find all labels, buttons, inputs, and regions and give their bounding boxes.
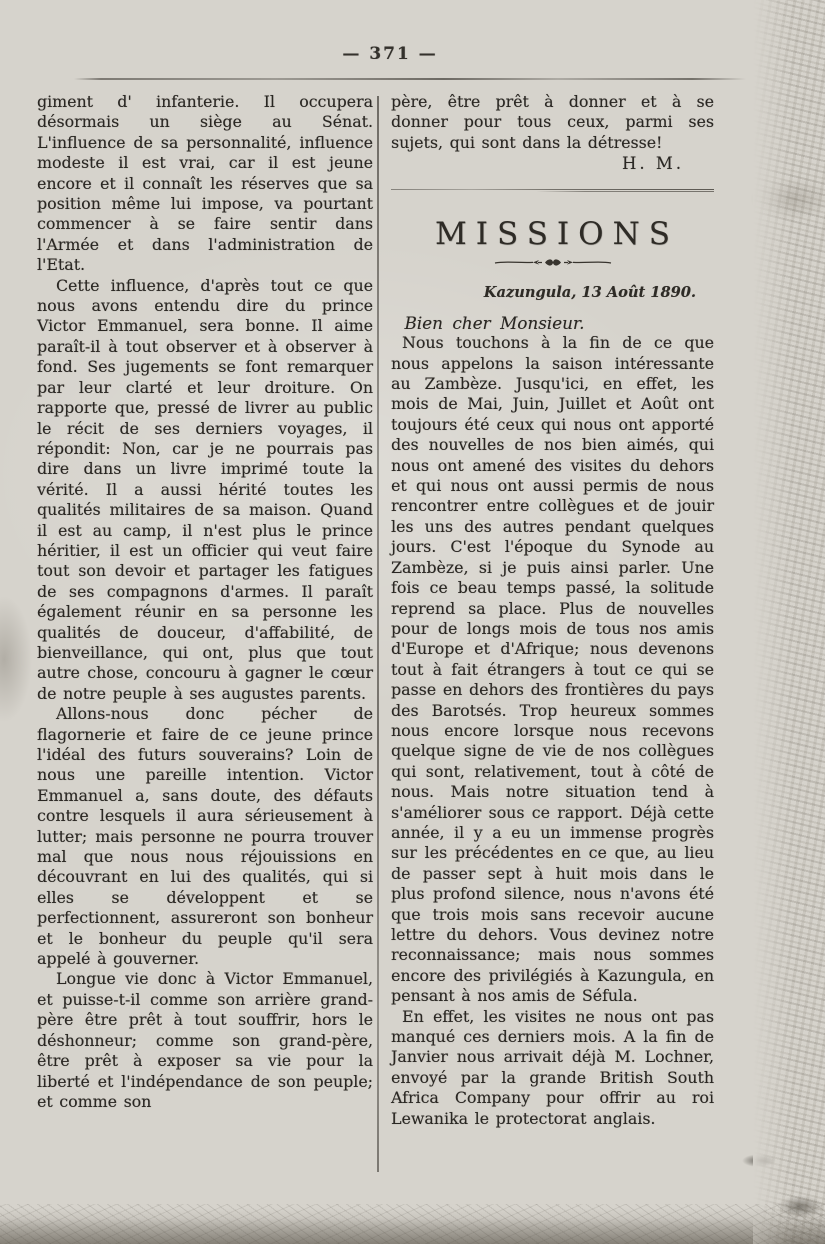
- paragraph: Longue vie donc à Victor Emmanuel, et puisse-t-il comme son arrière grand-père être prêt à tout souffrir, hors le déshonneur; comme son grand-père, être prêt à exposer sa vie pour la liberté et l'indépendance de son peuple; et comme son: [37, 969, 373, 1111]
- dateline: Kazungula, 13 Août 1890.: [483, 284, 696, 302]
- paragraph: Nous touchons à la fin de ce que nous appelons la saison intéressante au Zambèze. Jusqu'ici, en effet, les mois de Mai, Juin, Juillet et Août ont toujours été ceux qui nous ont apporté des nouvelles de nos bien aimés, qui nous ont amené des visites du dehors et qui nous ont aussi permis de nous rencontrer entre collègues et de jouir les uns des autres pendant quelques jours. C'est l'époque du Synode au Zambèze, si je puis ainsi parler. Une fois ce beau temps passé, la solitude reprend sa place. Plus de nouvelles pour de longs mois de tous nos amis d'Europe et d'Afrique; nous devenons tout à fait étrangers à tout ce qui se passe en dehors des frontières du pays des Barotsés. Trop heureux sommes nous encore lorsque nous recevons quelque signe de vie de nos collègues qui sont, relativement, tout à côté de nous. Mais notre situation tend à s'améliorer sous ce rapport. Déjà cette année, il y a eu un immense progrès sur les précédentes en ce que, au lieu de passer sept à huit mois dans le plus profond silence, nous n'avons été que trois mois sans recevoir aucune lettre du dehors. Vous devinez notre reconnaissance; mais nous sommes encore des privilégiés à Kazungula, en pensant à nos amis de Séfula.: [391, 333, 714, 1006]
- author-initials: H. M.: [621, 154, 684, 174]
- paper-edge-texture: [753, 0, 825, 1244]
- section-title: MISSIONS: [435, 216, 679, 253]
- right-column: [391, 92, 714, 1129]
- ornament-divider-icon: [493, 255, 613, 269]
- column-divider: [377, 96, 379, 1172]
- salutation: Bien cher Monsieur.: [404, 313, 585, 334]
- page-number: — 371 —: [342, 44, 438, 64]
- paragraph-continuation-left: giment d' infanterie. Il occupera désormais un siège au Sénat. L'influence de sa personnalité, influence modeste il est vrai, car il est jeune encore et il connaît les réserves que sa position même lui impose, va pourtant commencer à se faire sentir dans l'Armée et dans l'administration de l'Etat.: [37, 92, 373, 275]
- paragraph: Allons-nous donc pécher de flagornerie et faire de ce jeune prince l'idéal des futurs souverains? Loin de nous une pareille intention. Victor Emmanuel a, sans doute, des défauts contre lesquels il aura sérieusement à lutter; mais personne ne pourra trouver mal que nous nous réjouissions en découvrant en lui des qualités, qui si elles se développent et se perfectionnent, assureront son bonheur et le bonheur du peuple qu'il sera appelé à gouverner.: [37, 704, 373, 969]
- paragraph: En effet, les visites ne nous ont pas manqué ces derniers mois. A la fin de Janvier nous arrivait déjà M. Lochner, envoyé par la grande British South Africa Company pour offrir au roi Lewanika le protectorat anglais.: [391, 1006, 714, 1128]
- header-rule: [74, 78, 746, 80]
- section-divider-rule: [391, 189, 714, 192]
- left-column: [37, 92, 373, 1112]
- paragraph: Cette influence, d'après tout ce que nous avons entendu dire du prince Victor Emmanuel, sera bonne. Il aime paraît-il à tout observer et à observer à fond. Ses jugements se font remarquer par leur clarté et leur droiture. On rapporte que, pressé de livrer au public le récit de ses derniers voyages, il répondit: Non, car je ne pourrais pas dire dans un livre imprimé toute la vérité. Il a aussi hérité toutes les qualités militaires de sa maison. Quand il est au camp, il n'est plus le prince héritier, il est un officier qui veut faire tout son devoir et partager les fatigues de ses compagnons d'armes. Il paraît également réunir en sa personne les qualités de douceur, d'affabilité, de bienveillance, qui ont, plus que tout autre chose, concouru à gagner le cœur de notre peuple à ses augustes parents.: [37, 275, 373, 703]
- paragraph-continuation-right: père, être prêt à donner et à se donner pour tous ceux, parmi ses sujets, qui sont dans la détresse!: [391, 92, 714, 152]
- paper-bottom-texture: [0, 1204, 825, 1244]
